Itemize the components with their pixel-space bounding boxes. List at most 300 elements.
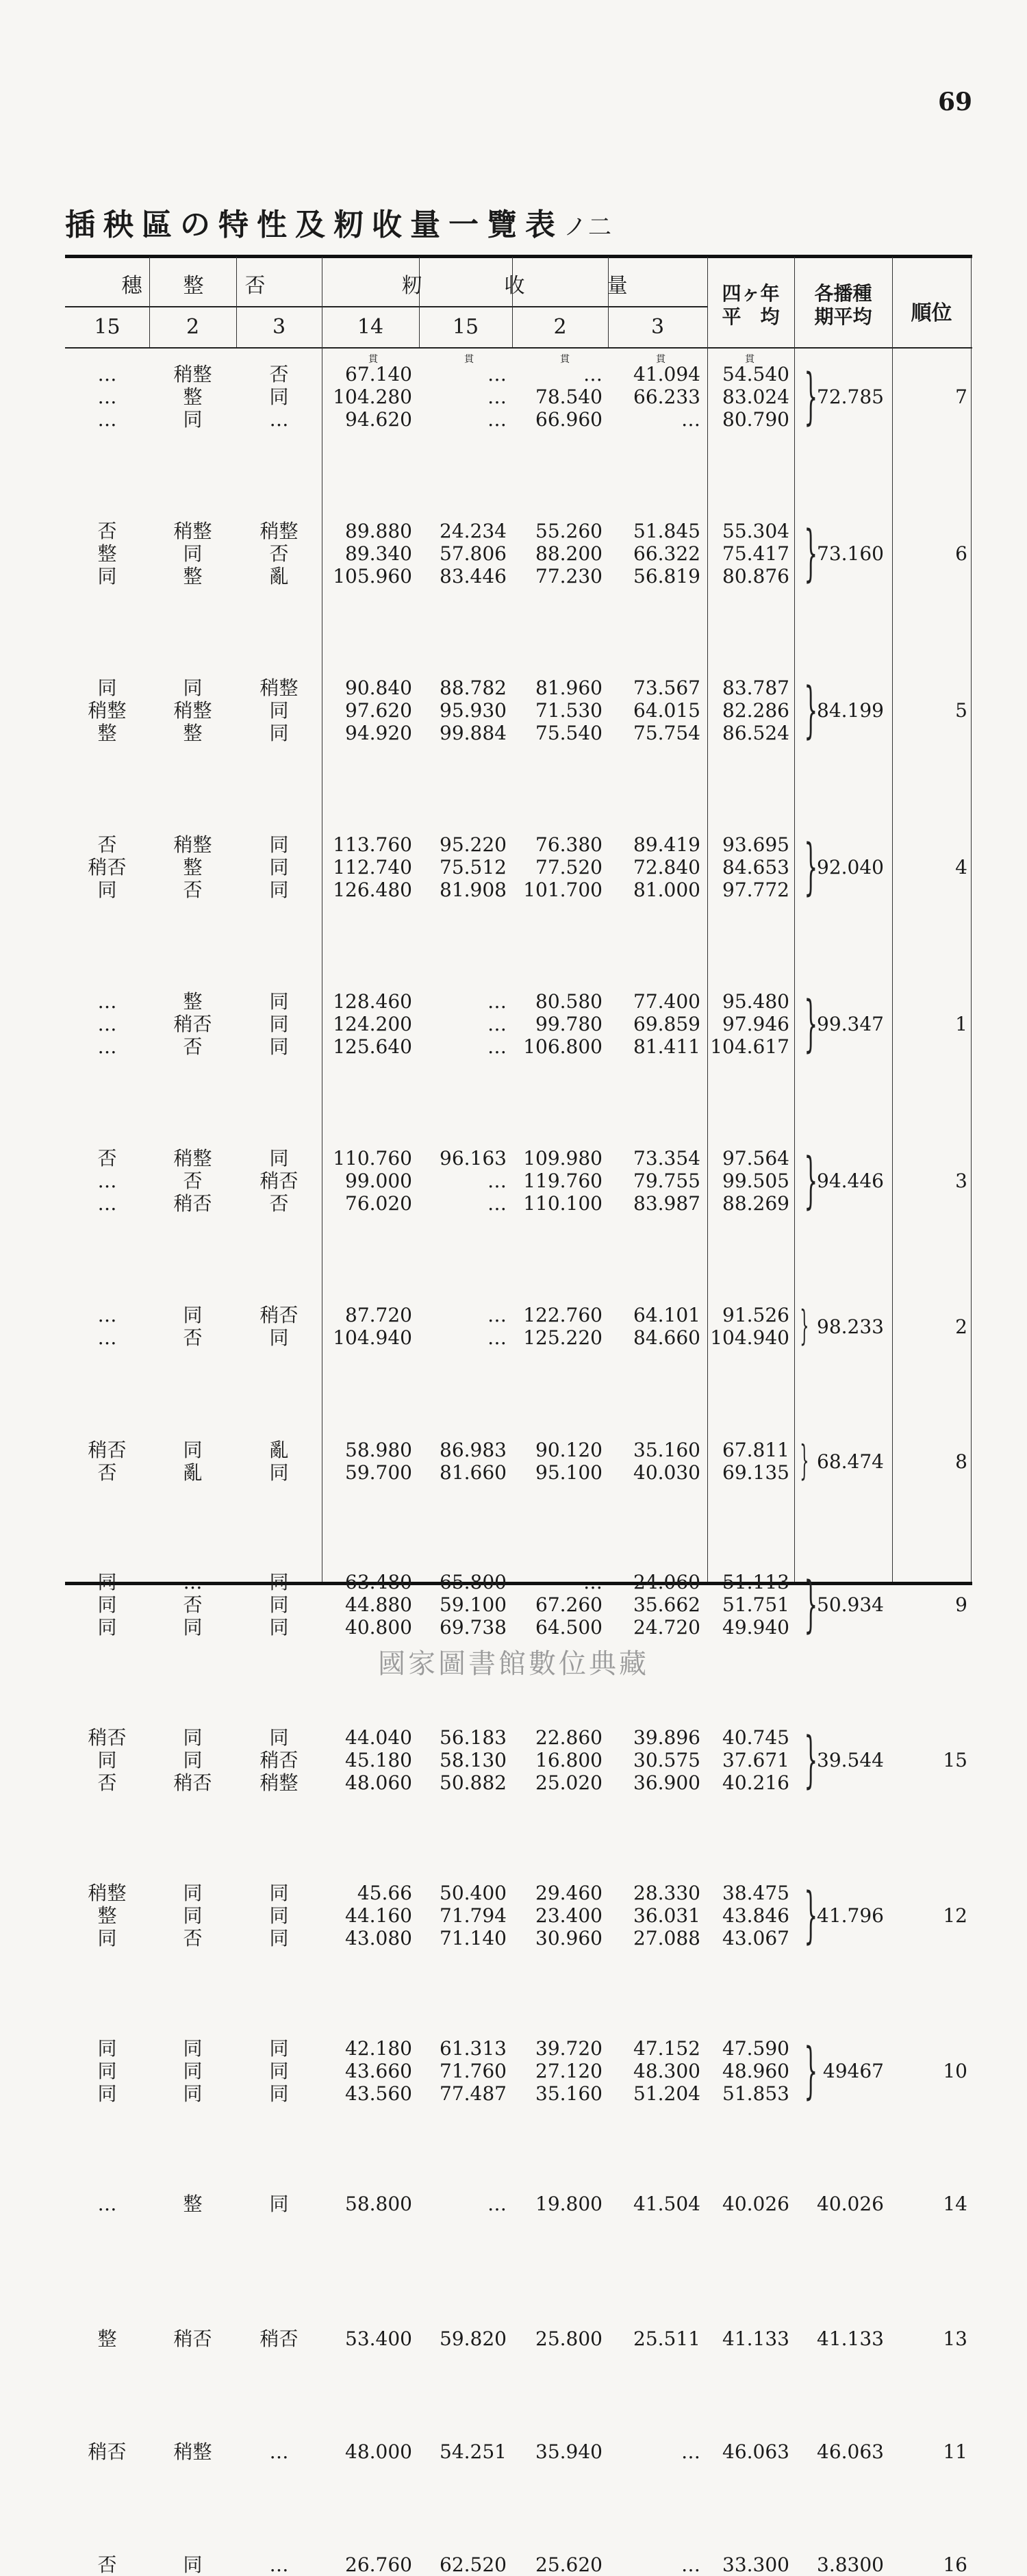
table-cell: 81.411 xyxy=(633,1035,700,1058)
table-cell: 22.860 xyxy=(535,1726,603,1749)
table-cell: 51.845 xyxy=(633,520,700,542)
table-cell: 同 xyxy=(97,677,117,699)
rank-cell: 15 xyxy=(943,1749,967,1771)
table-cell: 69.738 xyxy=(440,1616,507,1639)
table-cell: 75.754 xyxy=(633,722,700,744)
table-cell: 同 xyxy=(269,1927,289,1949)
table-cell: … xyxy=(487,386,507,408)
table-cell: 否 xyxy=(97,1771,117,1794)
period-average-cell: 49467 xyxy=(822,2060,884,2082)
table-cell: 63.480 xyxy=(345,1571,412,1593)
table-cell: 41.133 xyxy=(722,2327,789,2350)
table-cell: 同 xyxy=(269,2037,289,2060)
table-cell: 整 xyxy=(183,722,203,744)
rank-cell: 3 xyxy=(955,1170,967,1192)
table-cell: 35.940 xyxy=(535,2440,603,2463)
table-cell: 稍否 xyxy=(259,1170,299,1192)
table-cell: 99.000 xyxy=(345,1170,412,1192)
table-cell: 97.620 xyxy=(345,699,412,722)
table-cell: 82.286 xyxy=(722,699,789,722)
table-cell: … xyxy=(269,2440,289,2463)
period-average-cell: 40.026 xyxy=(817,2193,884,2215)
unit-label: 貫 xyxy=(560,354,570,365)
table-cell: … xyxy=(681,2440,700,2463)
table-cell: 113.760 xyxy=(333,833,412,856)
group-brace: } xyxy=(804,1569,818,1640)
table-cell: 同 xyxy=(183,2553,203,2576)
table-cell: 否 xyxy=(97,2553,117,2576)
table-cell: 同 xyxy=(269,1616,289,1639)
page-number: 69 xyxy=(938,88,973,116)
header-rule-bottom xyxy=(65,347,972,349)
table-cell: 106.800 xyxy=(523,1035,603,1058)
table-cell: 24.234 xyxy=(440,520,507,542)
period-average-cell: 98.233 xyxy=(817,1315,884,1338)
header-period-average: 各播種 期平均 xyxy=(814,282,872,328)
table-cell: … xyxy=(487,2193,507,2215)
table-cell: 同 xyxy=(97,1593,117,1616)
group-brace: } xyxy=(804,674,818,746)
column-divider xyxy=(892,257,893,1582)
table-cell: 122.760 xyxy=(523,1304,603,1326)
table-cell: 65.800 xyxy=(440,1571,507,1593)
table-cell: 43.560 xyxy=(345,2082,412,2105)
table-cell: 亂 xyxy=(183,1461,203,1484)
table-cell: 50.400 xyxy=(440,1882,507,1904)
table-cell: 稍否 xyxy=(88,1726,127,1749)
table-cell: 否 xyxy=(183,1927,203,1949)
table-cell: 78.540 xyxy=(535,386,603,408)
table-cell: 27.088 xyxy=(633,1927,700,1949)
table-cell: 稍整 xyxy=(173,520,212,542)
table-cell: 77.230 xyxy=(535,565,603,588)
table-cell: 59.820 xyxy=(440,2327,507,2350)
table-cell: 88.782 xyxy=(440,677,507,699)
table-cell: 126.480 xyxy=(333,879,412,901)
table-cell: 稍否 xyxy=(259,1304,299,1326)
table-cell: 67.811 xyxy=(722,1439,789,1461)
table-cell: 99.780 xyxy=(535,1013,603,1035)
table-cell: 整 xyxy=(183,2193,203,2215)
table-cell: 47.590 xyxy=(722,2037,789,2060)
table-cell: 同 xyxy=(183,1749,203,1771)
table-cell: 同 xyxy=(269,1726,289,1749)
table-cell: … xyxy=(487,990,507,1013)
table-cell: 同 xyxy=(269,1904,289,1927)
table-cell: 89.880 xyxy=(345,520,412,542)
table-cell: 28.330 xyxy=(633,1882,700,1904)
subheader-b-4: 3 xyxy=(650,315,665,339)
table-cell: 整 xyxy=(97,542,117,565)
table-cell: 47.152 xyxy=(633,2037,700,2060)
table-cell: 稍否 xyxy=(88,2440,127,2463)
table-cell: 99.884 xyxy=(440,722,507,744)
table-cell: 56.183 xyxy=(440,1726,507,1749)
table-cell: 同 xyxy=(183,2037,203,2060)
table-cell: 79.755 xyxy=(633,1170,700,1192)
table-cell: 同 xyxy=(269,2082,289,2105)
table-cell: 否 xyxy=(97,1147,117,1170)
table-cell: 稍整 xyxy=(173,833,212,856)
table-cell: … xyxy=(487,1170,507,1192)
table-cell: 同 xyxy=(269,990,289,1013)
period-average-cell: 73.160 xyxy=(817,542,884,565)
table-cell: … xyxy=(97,990,117,1013)
table-cell: 84.653 xyxy=(722,856,789,879)
table-cell: 83.446 xyxy=(440,565,507,588)
table-cell: 否 xyxy=(97,520,117,542)
table-cell: 稍否 xyxy=(88,856,127,879)
table-cell: 97.946 xyxy=(722,1013,789,1035)
table-top-rule xyxy=(65,255,972,258)
table-cell: 71.140 xyxy=(440,1927,507,1949)
rank-cell: 5 xyxy=(955,699,967,722)
period-average-cell: 72.785 xyxy=(817,386,884,408)
rank-cell: 10 xyxy=(943,2060,967,2082)
table-cell: 40.026 xyxy=(722,2193,789,2215)
group-brace: } xyxy=(804,988,818,1059)
group-brace: } xyxy=(804,831,818,902)
rank-cell: 2 xyxy=(955,1315,967,1338)
table-cell: … xyxy=(97,1170,117,1192)
table-cell: 同 xyxy=(183,1439,203,1461)
table-cell: 64.500 xyxy=(535,1616,603,1639)
table-cell: 39.896 xyxy=(633,1726,700,1749)
table-cell: 25.511 xyxy=(633,2327,700,2350)
table-cell: 同 xyxy=(183,677,203,699)
subheader-b-1: 14 xyxy=(357,315,384,339)
table-cell: 94.620 xyxy=(345,408,412,431)
table-cell: 同 xyxy=(269,2193,289,2215)
table-cell: 同 xyxy=(97,2037,117,2060)
table-cell: 58.980 xyxy=(345,1439,412,1461)
table-cell: … xyxy=(97,1304,117,1326)
table-cell: 同 xyxy=(269,833,289,856)
table-cell: 44.160 xyxy=(345,1904,412,1927)
header-rank: 順位 xyxy=(911,301,952,325)
table-cell: 71.760 xyxy=(440,2060,507,2082)
table-cell: 40.216 xyxy=(722,1771,789,1794)
table-cell: 99.505 xyxy=(722,1170,789,1192)
table-cell: 稍整 xyxy=(259,1771,299,1794)
table-cell: 62.520 xyxy=(440,2553,507,2576)
table-cell: 73.354 xyxy=(633,1147,700,1170)
table-cell: 53.400 xyxy=(345,2327,412,2350)
table-cell: 125.220 xyxy=(523,1326,603,1349)
period-average-cell: 92.040 xyxy=(817,856,884,879)
table-cell: 同 xyxy=(183,542,203,565)
table-cell: … xyxy=(487,1035,507,1058)
table-cell: 30.575 xyxy=(633,1749,700,1771)
rank-cell: 6 xyxy=(955,542,967,565)
table-cell: 38.475 xyxy=(722,1882,789,1904)
table-cell: 72.840 xyxy=(633,856,700,879)
table-cell: 83.024 xyxy=(722,386,789,408)
table-cell: 119.760 xyxy=(523,1170,603,1192)
table-cell: 同 xyxy=(269,856,289,879)
table-cell: 58.800 xyxy=(345,2193,412,2215)
table-cell: 同 xyxy=(269,1147,289,1170)
table-cell: 25.620 xyxy=(535,2553,603,2576)
table-cell: … xyxy=(583,1571,603,1593)
table-cell: 稍否 xyxy=(173,1013,212,1035)
table-cell: 125.640 xyxy=(333,1035,412,1058)
table-cell: 90.120 xyxy=(535,1439,603,1461)
table-cell: 稍整 xyxy=(259,520,299,542)
group-brace: } xyxy=(804,1724,818,1795)
table-cell: 35.160 xyxy=(535,2082,603,2105)
table-cell: … xyxy=(583,363,603,386)
period-average-cell: 99.347 xyxy=(817,1013,884,1035)
table-cell: 否 xyxy=(183,1593,203,1616)
table-cell: 同 xyxy=(269,1593,289,1616)
table-cell: 同 xyxy=(97,2082,117,2105)
group-brace: } xyxy=(800,1437,809,1485)
table-cell: 稍整 xyxy=(88,1882,127,1904)
table-cell: 83.987 xyxy=(633,1192,700,1215)
table-cell: 87.720 xyxy=(345,1304,412,1326)
rank-cell: 13 xyxy=(943,2327,967,2350)
table-cell: 56.819 xyxy=(633,565,700,588)
table-cell: 同 xyxy=(183,2082,203,2105)
table-cell: 80.876 xyxy=(722,565,789,588)
table-cell: 同 xyxy=(97,1616,117,1639)
table-cell: 83.787 xyxy=(722,677,789,699)
table-cell: 55.260 xyxy=(535,520,603,542)
table-cell: 112.740 xyxy=(333,856,412,879)
table-cell: 61.313 xyxy=(440,2037,507,2060)
column-divider xyxy=(707,257,708,1582)
subheader-a-3: 3 xyxy=(272,315,286,339)
table-cell: 95.100 xyxy=(535,1461,603,1484)
table-cell: 稍否 xyxy=(259,1749,299,1771)
table-cell: 35.160 xyxy=(633,1439,700,1461)
header-grain-yield: 籾 收 量 xyxy=(401,274,628,298)
rank-cell: 1 xyxy=(955,1013,967,1035)
archive-footer: 國家圖書館數位典藏 xyxy=(378,1648,649,1680)
table-cell: 同 xyxy=(183,1726,203,1749)
table-cell: 整 xyxy=(97,2327,117,2350)
table-cell: 81.660 xyxy=(440,1461,507,1484)
table-cell: … xyxy=(97,1326,117,1349)
table-cell: 否 xyxy=(269,1192,289,1215)
table-cell: 同 xyxy=(183,1304,203,1326)
header-four-year-average: 四ヶ年 平 均 xyxy=(722,282,780,328)
table-cell: 同 xyxy=(269,1882,289,1904)
table-cell: 109.980 xyxy=(523,1147,603,1170)
table-cell: 26.760 xyxy=(345,2553,412,2576)
unit-label: 貫 xyxy=(464,354,474,365)
table-cell: 24.720 xyxy=(633,1616,700,1639)
table-cell: 81.000 xyxy=(633,879,700,901)
table-cell: 48.060 xyxy=(345,1771,412,1794)
table-cell: 59.100 xyxy=(440,1593,507,1616)
table-cell: 同 xyxy=(97,1927,117,1949)
table-cell: … xyxy=(97,408,117,431)
table-cell: 55.304 xyxy=(722,520,789,542)
table-cell: 89.419 xyxy=(633,833,700,856)
table-title xyxy=(65,200,613,244)
table-cell: 25.800 xyxy=(535,2327,603,2350)
table-title-suffix: ノ二 xyxy=(563,214,613,241)
table-cell: … xyxy=(97,1192,117,1215)
table-cell: 90.840 xyxy=(345,677,412,699)
rank-cell: 8 xyxy=(955,1450,967,1473)
group-brace: } xyxy=(800,1302,809,1350)
rank-cell: 11 xyxy=(943,2440,967,2463)
table-cell: … xyxy=(487,363,507,386)
table-cell: 40.745 xyxy=(722,1726,789,1749)
group-brace: } xyxy=(804,1145,818,1216)
table-cell: 96.163 xyxy=(440,1147,507,1170)
table-cell: 29.460 xyxy=(535,1882,603,1904)
table-cell: 45.180 xyxy=(345,1749,412,1771)
table-cell: 88.269 xyxy=(722,1192,789,1215)
table-cell: 36.031 xyxy=(633,1904,700,1927)
table-cell: 77.487 xyxy=(440,2082,507,2105)
table-cell: 104.940 xyxy=(333,1326,412,1349)
table-cell: 50.882 xyxy=(440,1771,507,1794)
table-cell: 稍整 xyxy=(88,699,127,722)
table-cell: 75.417 xyxy=(722,542,789,565)
table-cell: 66.322 xyxy=(633,542,700,565)
group-brace: } xyxy=(804,2035,818,2106)
table-cell: 45.66 xyxy=(357,1882,412,1904)
table-cell: 36.900 xyxy=(633,1771,700,1794)
table-cell: … xyxy=(97,1013,117,1035)
group-brace: } xyxy=(804,361,818,432)
table-cell: 整 xyxy=(183,565,203,588)
unit-label: 貫 xyxy=(656,354,665,365)
table-cell: 66.960 xyxy=(535,408,603,431)
table-cell: 59.700 xyxy=(345,1461,412,1484)
unit-label: 貫 xyxy=(745,354,755,365)
table-cell: 否 xyxy=(183,1326,203,1349)
table-cell: 46.063 xyxy=(722,2440,789,2463)
table-cell: 否 xyxy=(97,1461,117,1484)
table-cell: 否 xyxy=(183,1035,203,1058)
table-cell: 稍整 xyxy=(173,363,212,386)
table-cell: 43.080 xyxy=(345,1927,412,1949)
period-average-cell: 39.544 xyxy=(817,1749,884,1771)
table-cell: … xyxy=(269,408,289,431)
table-cell: … xyxy=(97,2193,117,2215)
table-cell: 71.794 xyxy=(440,1904,507,1927)
table-cell: … xyxy=(487,1013,507,1035)
table-cell: 64.015 xyxy=(633,699,700,722)
table-cell: 否 xyxy=(183,879,203,901)
subheader-b-2: 15 xyxy=(452,315,479,339)
table-cell: 80.580 xyxy=(535,990,603,1013)
table-cell: 稍整 xyxy=(173,2440,212,2463)
table-title-main: 插秧區の特性及籾收量一覽表 xyxy=(65,207,563,242)
table-cell: 95.220 xyxy=(440,833,507,856)
period-average-cell: 46.063 xyxy=(817,2440,884,2463)
table-cell: 30.960 xyxy=(535,1927,603,1949)
table-cell: 同 xyxy=(183,1904,203,1927)
table-cell: 43.067 xyxy=(722,1927,789,1949)
table-cell: 同 xyxy=(269,879,289,901)
table-cell: 64.101 xyxy=(633,1304,700,1326)
table-cell: 80.790 xyxy=(722,408,789,431)
table-cell: 77.520 xyxy=(535,856,603,879)
table-cell: 稍整 xyxy=(173,1147,212,1170)
header-rule-a xyxy=(65,306,322,307)
period-average-cell: 50.934 xyxy=(817,1593,884,1616)
period-average-cell: 94.446 xyxy=(817,1170,884,1192)
rank-cell: 9 xyxy=(955,1593,967,1616)
table-cell: 67.260 xyxy=(535,1593,603,1616)
table-cell: 88.200 xyxy=(535,542,603,565)
table-cell: 48.960 xyxy=(722,2060,789,2082)
table-cell: 76.020 xyxy=(345,1192,412,1215)
table-cell: 25.020 xyxy=(535,1771,603,1794)
table-cell: 整 xyxy=(183,856,203,879)
table-cell: 66.233 xyxy=(633,386,700,408)
table-cell: 86.983 xyxy=(440,1439,507,1461)
subheader-a-1: 15 xyxy=(94,315,121,339)
unit-label: 貫 xyxy=(368,354,378,365)
table-cell: 同 xyxy=(269,1461,289,1484)
subheader-b-3: 2 xyxy=(553,315,567,339)
table-cell: 81.908 xyxy=(440,879,507,901)
table-cell: 89.340 xyxy=(345,542,412,565)
table-cell: 69.135 xyxy=(722,1461,789,1484)
table-cell: 95.930 xyxy=(440,699,507,722)
table-cell: … xyxy=(97,363,117,386)
table-cell: 97.772 xyxy=(722,879,789,901)
table-cell: 16.800 xyxy=(535,1749,603,1771)
table-cell: 73.567 xyxy=(633,677,700,699)
table-cell: 93.695 xyxy=(722,833,789,856)
table-cell: 同 xyxy=(183,1882,203,1904)
table-cell: 101.700 xyxy=(523,879,603,901)
header-panicle-uniformity: 穗 整 否 xyxy=(121,274,266,298)
table-cell: 42.180 xyxy=(345,2037,412,2060)
table-cell: 81.960 xyxy=(535,677,603,699)
table-cell: 43.846 xyxy=(722,1904,789,1927)
table-cell: … xyxy=(681,2553,700,2576)
table-cell: 54.251 xyxy=(440,2440,507,2463)
table-cell: 27.120 xyxy=(535,2060,603,2082)
table-cell: 同 xyxy=(97,879,117,901)
table-cell: 同 xyxy=(269,1013,289,1035)
table-cell: … xyxy=(487,408,507,431)
table-cell: 35.662 xyxy=(633,1593,700,1616)
period-average-cell: 3.8300 xyxy=(817,2553,884,2576)
table-cell: 同 xyxy=(97,2060,117,2082)
table-cell: 104.617 xyxy=(710,1035,789,1058)
table-cell: 44.040 xyxy=(345,1726,412,1749)
table-cell: 104.940 xyxy=(710,1326,789,1349)
period-average-cell: 68.474 xyxy=(817,1450,884,1473)
table-cell: 84.660 xyxy=(633,1326,700,1349)
header-rule-b xyxy=(322,306,707,307)
table-cell: 同 xyxy=(97,1571,117,1593)
table-cell: 稍否 xyxy=(88,1439,127,1461)
table-cell: 否 xyxy=(97,833,117,856)
rank-cell: 14 xyxy=(943,2193,967,2215)
group-brace: } xyxy=(804,1880,818,1951)
table-cell: 57.806 xyxy=(440,542,507,565)
table-cell: 整 xyxy=(97,722,117,744)
rank-cell: 4 xyxy=(955,856,967,879)
table-cell: 91.526 xyxy=(722,1304,789,1326)
table-cell: … xyxy=(97,386,117,408)
table-cell: … xyxy=(97,1035,117,1058)
rank-cell: 16 xyxy=(943,2553,967,2576)
table-cell: 77.400 xyxy=(633,990,700,1013)
